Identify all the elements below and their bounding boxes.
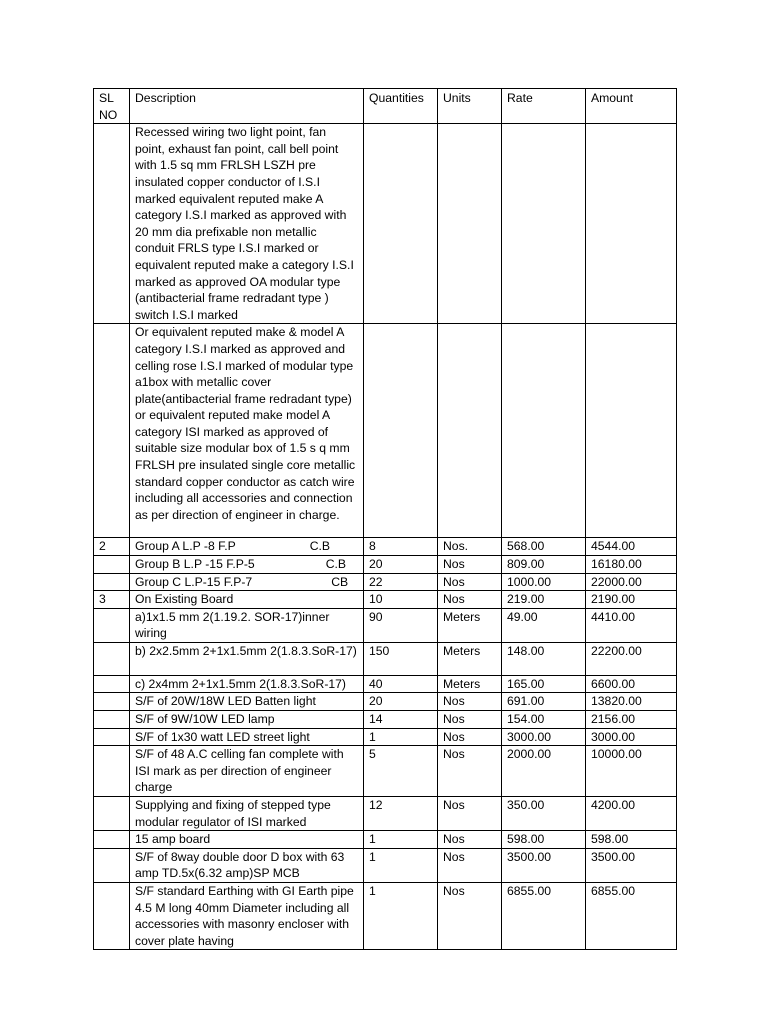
cell-quantity: 20 <box>364 555 438 573</box>
table-row <box>94 797 677 831</box>
cell-quantity: 22 <box>364 573 438 591</box>
cell-unit <box>438 324 502 538</box>
cell-sl-no <box>94 324 130 538</box>
table-row <box>94 848 677 882</box>
cell-amount: 16180.00 <box>586 555 677 573</box>
cell-description: S/F of 9W/10W LED lamp <box>130 711 364 729</box>
cell-sl-no <box>94 642 130 675</box>
cell-amount: 22000.00 <box>586 573 677 591</box>
cell-unit <box>438 124 502 324</box>
cell-sl-no <box>94 746 130 797</box>
cell-amount: 4410.00 <box>586 608 677 642</box>
table-body <box>94 124 677 950</box>
cell-sl-no: 3 <box>94 591 130 609</box>
cell-unit: Nos <box>438 797 502 831</box>
cell-rate: 2000.00 <box>502 746 586 797</box>
cell-unit: Meters <box>438 675 502 693</box>
cell-quantity: 20 <box>364 693 438 711</box>
table-row <box>94 538 677 556</box>
cell-sl-no <box>94 831 130 849</box>
cell-rate <box>502 124 586 324</box>
cell-quantity <box>364 324 438 538</box>
cell-quantity: 90 <box>364 608 438 642</box>
cell-amount: 4544.00 <box>586 538 677 556</box>
cell-amount: 13820.00 <box>586 693 677 711</box>
description-suffix: C.B <box>309 539 331 554</box>
cell-unit: Meters <box>438 642 502 675</box>
cell-description: a)1x1.5 mm 2(1.19.2. SOR-17)inner wiring <box>130 608 364 642</box>
cell-description <box>130 555 364 573</box>
cell-unit: Nos <box>438 591 502 609</box>
cell-unit: Nos <box>438 711 502 729</box>
cell-sl-no <box>94 883 130 950</box>
table-header-row <box>94 89 677 124</box>
cell-description: S/F of 48 A.C celling fan complete with ISI mark as per direction of engineer charge <box>130 746 364 797</box>
cell-rate <box>502 324 586 538</box>
cell-description: Supplying and fixing of stepped type modular regulator of ISI marked <box>130 797 364 831</box>
cell-rate: 598.00 <box>502 831 586 849</box>
cell-description: Or equivalent reputed make & model A category I.S.I marked as approved and celling rose I.S.I marked of modular type a1box with metallic cover plate(antibacterial frame redradant type) or equivalent reputed make model A category ISI marked as approved of suitable size modular box of 1.5 s q mm FRLSH pre insulated single core metallic standard copper conductor as catch wire including all accessories and connection as per direction of engineer in charge. <box>130 324 364 538</box>
cell-rate: 3500.00 <box>502 848 586 882</box>
table-row <box>94 728 677 746</box>
cell-quantity: 8 <box>364 538 438 556</box>
cell-sl-no <box>94 711 130 729</box>
cell-sl-no <box>94 555 130 573</box>
cell-sl-no <box>94 797 130 831</box>
header-rate: Rate <box>502 89 586 124</box>
header-amount: Amount <box>586 89 677 124</box>
table-row <box>94 693 677 711</box>
cell-quantity: 10 <box>364 591 438 609</box>
cell-amount: 3000.00 <box>586 728 677 746</box>
cell-amount: 598.00 <box>586 831 677 849</box>
cell-unit: Nos <box>438 831 502 849</box>
cell-rate: 809.00 <box>502 555 586 573</box>
cell-amount: 10000.00 <box>586 746 677 797</box>
cell-quantity: 5 <box>364 746 438 797</box>
table-row <box>94 324 677 538</box>
cell-description: S/F of 1x30 watt LED street light <box>130 728 364 746</box>
cell-quantity: 1 <box>364 831 438 849</box>
cell-quantity: 1 <box>364 728 438 746</box>
cell-amount: 3500.00 <box>586 848 677 882</box>
cell-rate: 6855.00 <box>502 883 586 950</box>
table-row <box>94 711 677 729</box>
cell-unit: Meters <box>438 608 502 642</box>
cell-rate: 350.00 <box>502 797 586 831</box>
cell-description: 15 amp board <box>130 831 364 849</box>
cell-unit: Nos <box>438 728 502 746</box>
description-suffix: C.B <box>325 556 347 571</box>
cell-quantity: 1 <box>364 848 438 882</box>
cell-quantity: 14 <box>364 711 438 729</box>
cell-sl-no <box>94 728 130 746</box>
cell-amount: 2190.00 <box>586 591 677 609</box>
cell-description: Recessed wiring two light point, fan point, exhaust fan point, call bell point with 1.5 sq mm FRLSH LSZH pre insulated copper conductor of I.S.I marked equivalent reputed make A category I.S.I marked as approved with 20 mm dia prefixable non metallic conduit FRLS type I.S.I marked or equivalent reputed make a category I.S.I marked as approved OA modular type (antibacterial frame redradant type ) switch I.S.I marked <box>130 124 364 324</box>
cell-amount: 4200.00 <box>586 797 677 831</box>
table-row <box>94 573 677 591</box>
cell-quantity: 1 <box>364 883 438 950</box>
cell-description: S/F of 8way double door D box with 63 amp TD.5x(6.32 amp)SP MCB <box>130 848 364 882</box>
cell-description: S/F standard Earthing with GI Earth pipe 4.5 M long 40mm Diameter including all accessories with masonry encloser with cover plate having <box>130 883 364 950</box>
cell-sl-no <box>94 675 130 693</box>
cell-amount <box>586 124 677 324</box>
cell-sl-no <box>94 608 130 642</box>
cell-rate: 568.00 <box>502 538 586 556</box>
cell-quantity: 150 <box>364 642 438 675</box>
description-text: Group B L.P -15 F.P-5 <box>135 556 255 571</box>
cell-rate: 148.00 <box>502 642 586 675</box>
cell-sl-no <box>94 693 130 711</box>
cell-rate: 691.00 <box>502 693 586 711</box>
estimate-sheet <box>93 88 675 950</box>
cell-quantity: 12 <box>364 797 438 831</box>
cell-rate: 49.00 <box>502 608 586 642</box>
table-row <box>94 883 677 950</box>
table-row <box>94 831 677 849</box>
cell-sl-no <box>94 573 130 591</box>
header-sl-no: SL NO <box>94 89 130 124</box>
cell-rate: 165.00 <box>502 675 586 693</box>
cell-rate: 219.00 <box>502 591 586 609</box>
cell-description: On Existing Board <box>130 591 364 609</box>
cell-unit: Nos <box>438 883 502 950</box>
estimate-table <box>93 88 677 950</box>
table-row <box>94 675 677 693</box>
cell-sl-no: 2 <box>94 538 130 556</box>
cell-unit: Nos <box>438 746 502 797</box>
cell-sl-no <box>94 848 130 882</box>
cell-rate: 1000.00 <box>502 573 586 591</box>
cell-unit: Nos <box>438 573 502 591</box>
cell-description: S/F of 20W/18W LED Batten light <box>130 693 364 711</box>
table-row <box>94 746 677 797</box>
cell-unit: Nos <box>438 555 502 573</box>
table-row <box>94 591 677 609</box>
cell-rate: 3000.00 <box>502 728 586 746</box>
cell-amount: 22200.00 <box>586 642 677 675</box>
cell-amount: 6600.00 <box>586 675 677 693</box>
cell-sl-no <box>94 124 130 324</box>
table-row <box>94 608 677 642</box>
description-suffix: CB <box>331 574 349 589</box>
cell-description: c) 2x4mm 2+1x1.5mm 2(1.8.3.SoR-17) <box>130 675 364 693</box>
cell-description: b) 2x2.5mm 2+1x1.5mm 2(1.8.3.SoR-17) <box>130 642 364 675</box>
cell-description <box>130 573 364 591</box>
cell-unit: Nos <box>438 693 502 711</box>
cell-amount: 6855.00 <box>586 883 677 950</box>
description-text: Group C L.P-15 F.P-7 <box>135 574 253 589</box>
header-description: Description <box>130 89 364 124</box>
cell-rate: 154.00 <box>502 711 586 729</box>
cell-quantity <box>364 124 438 324</box>
cell-unit: Nos. <box>438 538 502 556</box>
cell-amount <box>586 324 677 538</box>
table-row <box>94 555 677 573</box>
cell-unit: Nos <box>438 848 502 882</box>
header-quantities: Quantities <box>364 89 438 124</box>
cell-description <box>130 538 364 556</box>
header-units: Units <box>438 89 502 124</box>
cell-amount: 2156.00 <box>586 711 677 729</box>
description-text: Group A L.P -8 F.P <box>135 539 236 554</box>
cell-quantity: 40 <box>364 675 438 693</box>
table-row <box>94 124 677 324</box>
table-row <box>94 642 677 675</box>
